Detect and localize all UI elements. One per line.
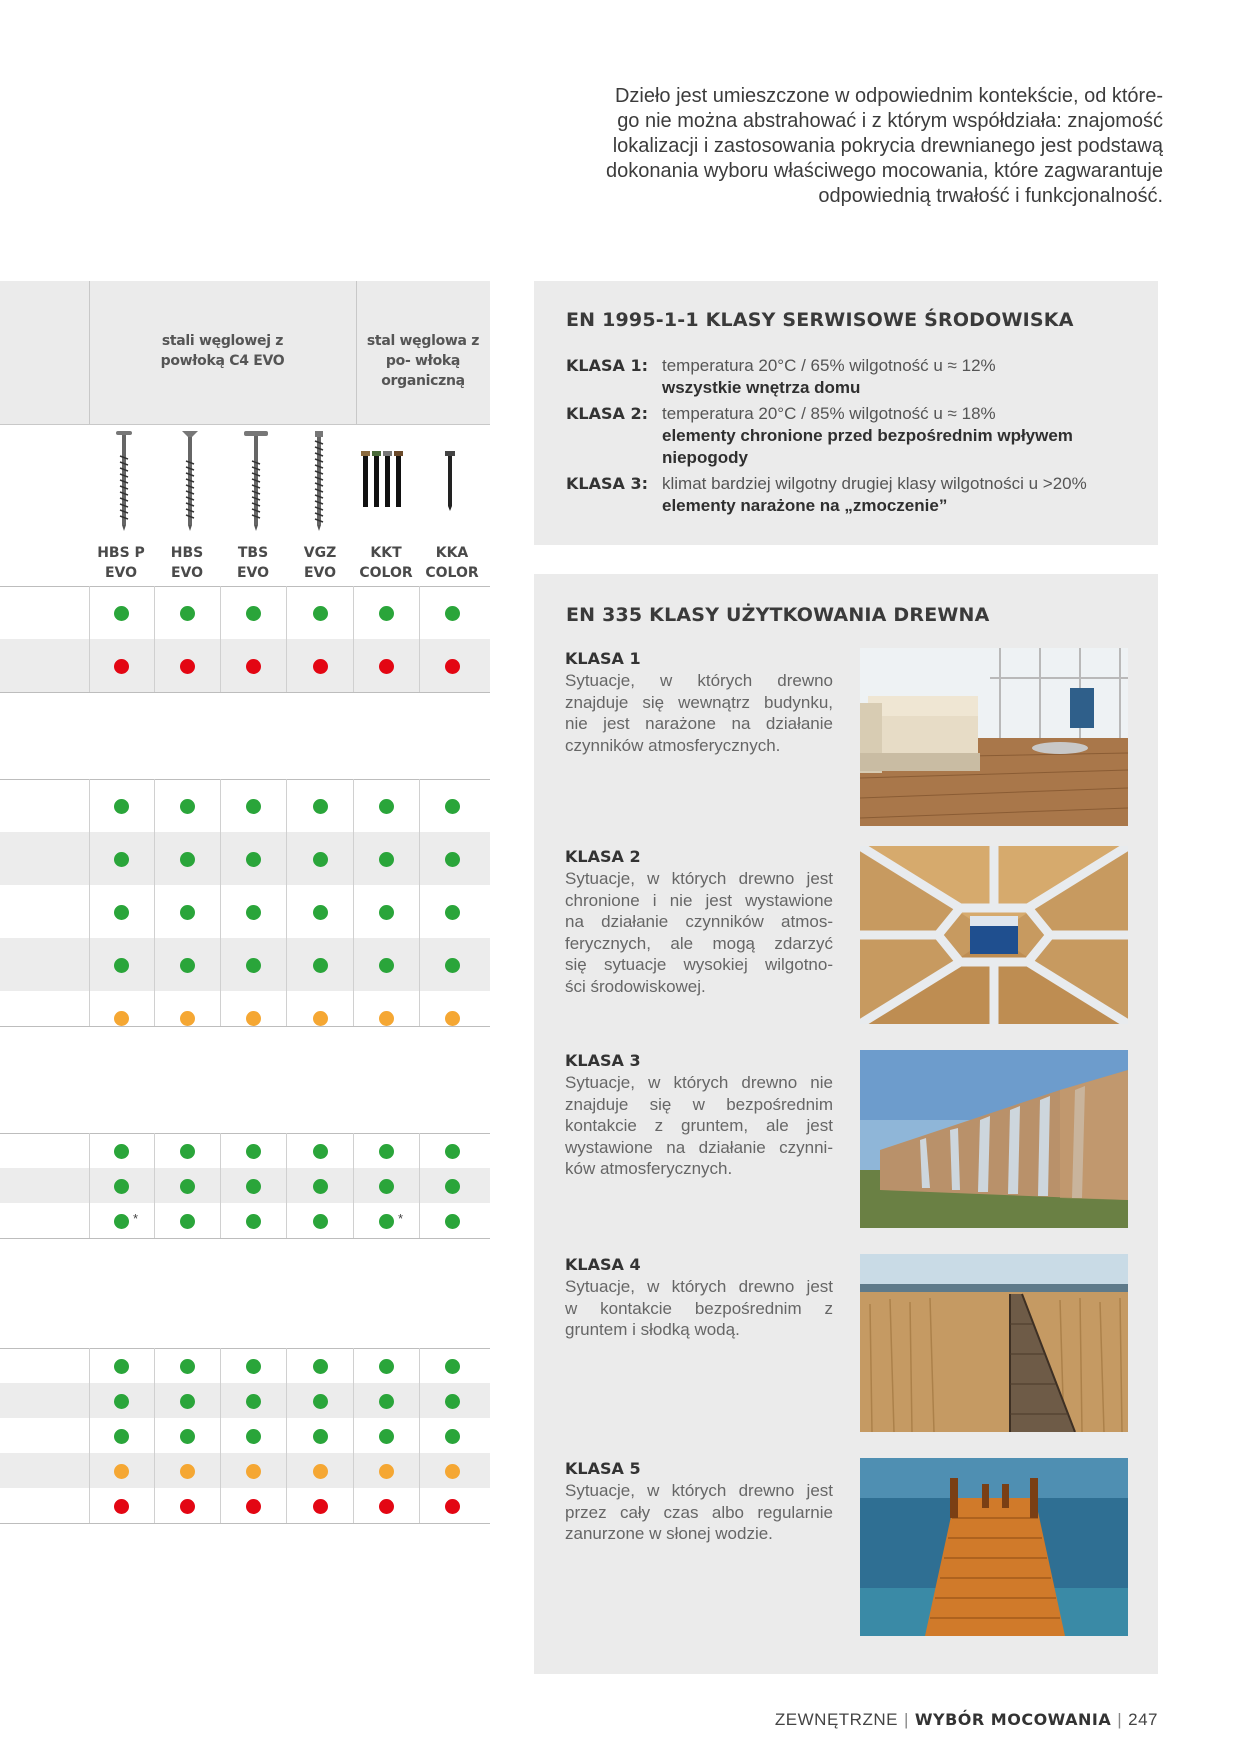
rating-dot (379, 958, 394, 973)
service-class-label: KLASA 2: (566, 404, 648, 423)
rating-dot (445, 606, 460, 621)
column-divider (89, 586, 90, 692)
rating-dot (445, 1359, 460, 1374)
column-divider (353, 586, 354, 692)
rating-dot (246, 1429, 261, 1444)
rating-dot (114, 1359, 129, 1374)
column-header: HBS P EVO (97, 545, 145, 581)
rating-dot (379, 905, 394, 920)
rating-dot (313, 852, 328, 867)
rating-dot (180, 659, 195, 674)
service-class-label: KLASA 1: (566, 356, 648, 375)
table-row (0, 1348, 490, 1383)
rating-dot (313, 1144, 328, 1159)
usage-class-1: KLASA 1 Sytuacje, w których drewno znajduje się wewnątrz budynku, nie jest narażone na działanie czynników atmosferycznych. (565, 649, 833, 755)
rating-dot (313, 1011, 328, 1026)
rating-dot (180, 852, 195, 867)
rating-dot (445, 958, 460, 973)
row-divider (0, 692, 490, 693)
table-row (0, 832, 490, 885)
rating-dot (313, 659, 328, 674)
table-row (0, 1453, 490, 1488)
rating-dot (114, 1464, 129, 1479)
column-header: HBS EVO (170, 545, 204, 581)
rating-dot (180, 799, 195, 814)
screw-vgz-evo-icon (312, 431, 326, 531)
gazebo-ceiling-photo (860, 846, 1128, 1024)
table-row (0, 1133, 490, 1168)
rating-dot (180, 606, 195, 621)
table-row (0, 1203, 490, 1238)
rating-dot (379, 1179, 394, 1194)
rating-dot (445, 1144, 460, 1159)
intro-line: odpowiednią trwałość i funkcjonalność. (818, 185, 1163, 207)
rating-dot (445, 1011, 460, 1026)
rating-dot (246, 852, 261, 867)
table-row (0, 1418, 490, 1453)
rating-dot (180, 1214, 195, 1229)
column-divider (353, 1348, 354, 1523)
rating-dot (313, 905, 328, 920)
table-row (0, 779, 490, 832)
screw-hbs-p-evo-icon (114, 431, 134, 531)
footer-section: ZEWNĘTRZNE (774, 1710, 898, 1729)
rating-dot (445, 659, 460, 674)
rating-dot (379, 606, 394, 621)
rating-dot (379, 799, 394, 814)
column-divider (286, 1133, 287, 1238)
table-row (0, 1383, 490, 1418)
rating-dot (246, 1179, 261, 1194)
rating-dot (246, 1499, 261, 1514)
service-class-label: KLASA 3: (566, 474, 648, 493)
rating-dot (313, 1499, 328, 1514)
rating-dot (114, 905, 129, 920)
column-header: KKA COLOR (425, 545, 479, 581)
rating-dot (180, 1011, 195, 1026)
footer-title: WYBÓR MOCOWANIA (914, 1710, 1112, 1729)
service-class-text: temperatura 20°C / 85% wilgotność u ≈ 18% elementy chronione przed bezpośrednim wpływem niepogody (662, 404, 1073, 467)
intro-line: Dzieło jest umieszczone w odpowiednim kontekście, od które- (614, 85, 1163, 107)
rating-dot (114, 1499, 129, 1514)
footnote-star: * (398, 1210, 404, 1226)
rating-dot (379, 1499, 394, 1514)
rating-dot (246, 659, 261, 674)
usage-classes-title: EN 335 KLASY UŻYTKOWANIA DREWNA (566, 604, 990, 626)
wooden-facade-building-photo (860, 1050, 1128, 1228)
table-row (0, 639, 490, 692)
divider (0, 424, 490, 425)
rating-dot (246, 1144, 261, 1159)
divider (356, 281, 357, 424)
boardwalk-reeds-photo (860, 1254, 1128, 1432)
rating-dot (445, 1499, 460, 1514)
intro-paragraph (520, 84, 1163, 209)
table-row (0, 1168, 490, 1203)
table-row (0, 991, 490, 1044)
rating-dot (313, 1394, 328, 1409)
rating-dot (180, 1359, 195, 1374)
rating-dot (180, 1464, 195, 1479)
rating-dot (379, 1214, 394, 1229)
row-divider (0, 1133, 490, 1134)
rating-dot (114, 659, 129, 674)
column-divider (353, 1133, 354, 1238)
column-divider (154, 586, 155, 692)
usage-classes-box (534, 574, 1158, 1674)
rating-dot (379, 1359, 394, 1374)
page-footer: ZEWNĘTRZNE | WYBÓR MOCOWANIA | 247 (774, 1710, 1158, 1729)
column-divider (220, 1348, 221, 1523)
rating-dot (246, 1214, 261, 1229)
rating-dot (246, 606, 261, 621)
intro-line: lokalizacji i zastosowania pokrycia drewnianego jest podstawą (612, 135, 1163, 157)
column-divider (419, 586, 420, 692)
column-header: TBS EVO (236, 545, 270, 581)
row-divider (0, 1026, 490, 1027)
interior-living-room-photo (860, 648, 1128, 826)
rating-dot (246, 958, 261, 973)
rating-dot (246, 1464, 261, 1479)
rating-dot (114, 799, 129, 814)
table-row (0, 885, 490, 938)
screw-kkt-color-icon (360, 451, 410, 511)
column-divider (286, 779, 287, 1026)
rating-dot (180, 1179, 195, 1194)
intro-line: go nie można abstrahować i z którym współdziała: znajomość (617, 110, 1163, 132)
column-divider (419, 779, 420, 1026)
compatibility-table (0, 281, 490, 1541)
rating-dot (445, 852, 460, 867)
column-divider (286, 586, 287, 692)
rating-dot (313, 606, 328, 621)
rating-dot (445, 1179, 460, 1194)
rating-dot (180, 1394, 195, 1409)
rating-dot (379, 1144, 394, 1159)
service-class-text: temperatura 20°C / 65% wilgotność u ≈ 12% wszystkie wnętrza domu (662, 356, 996, 397)
rating-dot (180, 1429, 195, 1444)
screw-hbs-evo-icon (180, 431, 200, 531)
jetty-sea-photo (860, 1458, 1128, 1636)
rating-dot (246, 1394, 261, 1409)
group-label-organic-coating: stal węglowa z po- włoką organiczną (366, 333, 480, 389)
column-divider (154, 1133, 155, 1238)
rating-dot (180, 1499, 195, 1514)
column-header: VGZ EVO (303, 545, 337, 581)
rating-dot (114, 1179, 129, 1194)
table-row (0, 938, 490, 991)
column-divider (89, 779, 90, 1026)
page-number: 247 (1128, 1710, 1158, 1729)
column-divider (220, 779, 221, 1026)
column-divider (220, 1133, 221, 1238)
intro-line: dokonania wyboru właściwego mocowania, które zagwarantuje (606, 160, 1163, 182)
column-divider (419, 1348, 420, 1523)
rating-dot (313, 1464, 328, 1479)
rating-dot (379, 1394, 394, 1409)
rating-dot (313, 1214, 328, 1229)
service-class-text: klimat bardziej wilgotny drugiej klasy wilgotności u >20% elementy narażone na „zmoczenie” (662, 474, 1087, 515)
service-classes-title: EN 1995-1-1 KLASY SERWISOWE ŚRODOWISKA (566, 309, 1074, 331)
rating-dot (379, 852, 394, 867)
rating-dot (445, 1429, 460, 1444)
rating-dot (379, 1464, 394, 1479)
usage-class-4: KLASA 4 Sytuacje, w których drewno jest w kontakcie bezpośrednim z gruntem i słodką wodą. (565, 1255, 833, 1339)
screw-kka-color-icon (444, 451, 456, 511)
column-divider (220, 586, 221, 692)
column-divider (286, 1348, 287, 1523)
rating-dot (180, 905, 195, 920)
row-divider (0, 1238, 490, 1239)
column-divider (419, 1133, 420, 1238)
rating-dot (246, 905, 261, 920)
rating-dot (114, 1394, 129, 1409)
divider (89, 281, 90, 424)
rating-dot (246, 1359, 261, 1374)
column-divider (154, 1348, 155, 1523)
group-label-c4-evo: stali węglowej z powłoką C4 EVO (160, 333, 285, 369)
rating-dot (114, 1429, 129, 1444)
rating-dot (445, 905, 460, 920)
rating-dot (313, 1429, 328, 1444)
service-classes-box (534, 281, 1158, 545)
column-divider (89, 1348, 90, 1523)
column-divider (89, 1133, 90, 1238)
rating-dot (445, 1394, 460, 1409)
footnote-star: * (133, 1210, 139, 1226)
usage-class-5: KLASA 5 Sytuacje, w których drewno jest przez cały czas albo regularnie zanurzone w słonej wodzie. (565, 1459, 833, 1543)
rating-dot (313, 1359, 328, 1374)
rating-dot (114, 852, 129, 867)
row-divider (0, 779, 490, 780)
table-row (0, 1488, 490, 1523)
rating-dot (180, 1144, 195, 1159)
rating-dot (114, 958, 129, 973)
rating-dot (114, 1011, 129, 1026)
row-divider (0, 1523, 490, 1524)
rating-dot (114, 1144, 129, 1159)
rating-dot (379, 1011, 394, 1026)
rating-dot (313, 799, 328, 814)
column-header: KKT COLOR (359, 545, 413, 581)
rating-dot (445, 1464, 460, 1479)
screw-tbs-evo-icon (244, 431, 268, 531)
rating-dot (114, 606, 129, 621)
rating-dot (445, 799, 460, 814)
rating-dot (445, 1214, 460, 1229)
rating-dot (379, 659, 394, 674)
rating-dot (246, 799, 261, 814)
rating-dot (313, 1179, 328, 1194)
column-divider (353, 779, 354, 1026)
rating-dot (114, 1214, 129, 1229)
rating-dot (313, 958, 328, 973)
row-divider (0, 1348, 490, 1349)
table-row (0, 586, 490, 639)
row-divider (0, 586, 490, 587)
usage-class-3: KLASA 3 Sytuacje, w których drewno nie znajduje się w bezpośrednim kontakcie z gruntem, ale jest wystawione na działanie czynni- ków atmosferycznych. (565, 1051, 833, 1178)
rating-dot (180, 958, 195, 973)
rating-dot (379, 1429, 394, 1444)
rating-dot (246, 1011, 261, 1026)
column-divider (154, 779, 155, 1026)
usage-class-2: KLASA 2 Sytuacje, w których drewno jest chronione i nie jest wystawione na działanie czynników atmos- ferycznych, ale mogą zdarzyć się sytuacje wysokiej wilgotno- ści środowiskowej. (565, 847, 833, 996)
